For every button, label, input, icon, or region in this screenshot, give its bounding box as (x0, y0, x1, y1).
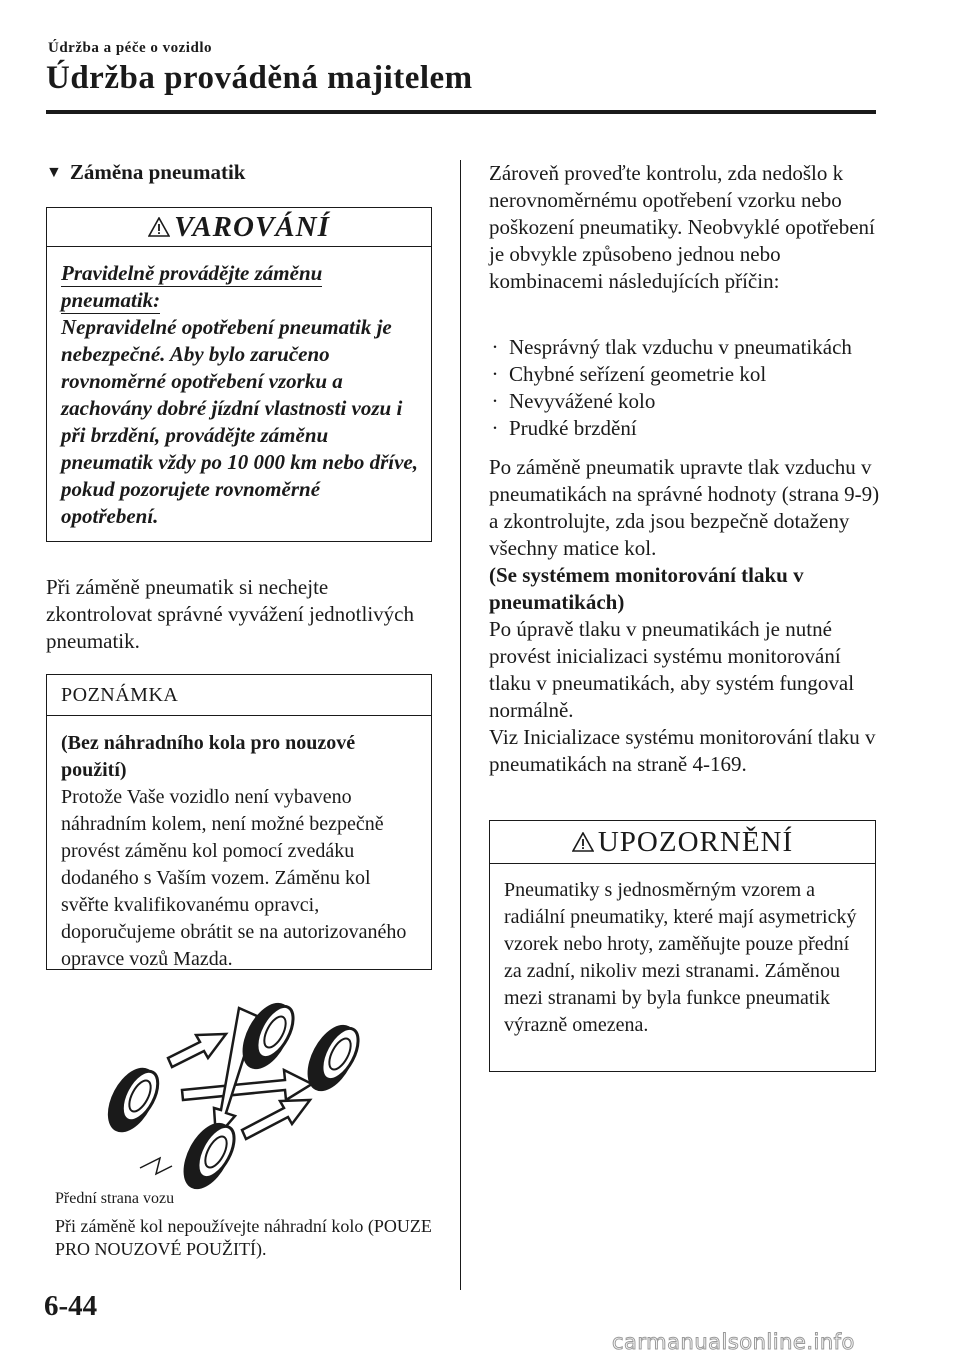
cross-arrow-rear-to-front (182, 1070, 312, 1100)
list-item: · Nevyvážené kolo (489, 388, 884, 415)
caution-icon (572, 832, 594, 852)
warning-box (46, 207, 432, 542)
warning-title: VAROVÁNÍ (174, 210, 330, 243)
list-item: · Nesprávný tlak vzduchu v pneumatikách (489, 334, 884, 361)
warning-text: Nepravidelné opotřebení pneumatik je nebezpečné. Aby bylo zaručeno rovnoměrné opotřebení vzorku a zachovány dobré jízdní vlastnosti vozu i při brzdění, provádějte záměnu pneumatik vždy po 10 000 km nebo dříve, pokud pozorujete rovnoměrné opotřebení. (61, 315, 418, 528)
caution-body: Pneumatiky s jednosměrným vzorem a radiální pneumatiky, které mají asymetrický vzorek nebo hroty, zaměňujte pouze přední za zadní, nikoliv mezi stranami. Záměnou mezi stranami by byla funkce pneumatik výrazně omezena. (504, 879, 857, 1036)
caution-title: UPOZORNĚNÍ (597, 825, 794, 858)
tpms-heading: (Se systémem monitorování tlaku v pneumatikách) (489, 563, 804, 614)
figure-caption: Při záměně kol nepoužívejte náhradní kolo (POUZE PRO NOUZOVÉ POUŽITÍ). (55, 1216, 432, 1259)
warning-header (47, 208, 431, 247)
bullet-icon: · (491, 335, 499, 359)
figure-front-label: Přední strana vozu (55, 1190, 175, 1207)
section-heading (46, 160, 245, 185)
tire-rotation-diagram (100, 998, 400, 1193)
page-number: 6-44 (44, 1290, 98, 1322)
list-item: · Prudké brzdění (489, 415, 884, 442)
watermark: carmanualsonline.info (612, 1330, 855, 1354)
bullet-icon: · (491, 362, 499, 386)
note-body (61, 730, 423, 973)
note-title: POZNÁMKA (61, 683, 179, 706)
breadcrumb: Údržba a péče o vozidlo (48, 40, 212, 56)
bullet-icon: · (491, 389, 499, 413)
tire-rear-right (173, 1115, 242, 1193)
warning-body (61, 260, 421, 530)
note-subheading: (Bez náhradního kola pro nouzové použití) (61, 732, 356, 781)
caution-header (490, 821, 875, 864)
column-divider (460, 160, 461, 1290)
after-rotation-block (489, 454, 884, 778)
inspection-paragraph: Zároveň proveďte kontrolu, zda nedošlo k nerovnoměrnému opotřebení vzorku nebo poškození pneumatiky. Neobvyklé opotřebení je obvykle způsobeno jednou nebo kombinacemi následujících příčin: (489, 161, 875, 293)
warning-icon (148, 217, 170, 237)
note-header (47, 675, 431, 716)
triangle-bullet-icon: ▼ (46, 163, 62, 181)
balance-paragraph: Při záměně pneumatik si nechejte zkontrolovat správné vyvážení jednotlivých pneumatik. (46, 575, 414, 653)
warning-heading-line2: pneumatik: (61, 288, 161, 312)
list-item: · Chybné seřízení geometrie kol (489, 361, 884, 388)
front-pointer-icon (140, 1158, 172, 1174)
tire-rear-left (100, 1060, 166, 1141)
arrow-rear-left-to-front-left (168, 1034, 226, 1067)
title-rule (46, 110, 876, 114)
bullet-icon: · (491, 416, 499, 440)
note-text: Protože Vaše vozidlo není vybaveno náhradním kolem, není možné bezpečně provést záměnu kol pomocí zvedáku dodaného s Vaším vozem. Záměnu kol svěřte kvalifikovanému opravci, doporučujeme obrátit se na autorizovaného opravce vozů Mazda. (61, 786, 407, 970)
caution-box (489, 820, 876, 1072)
tpms-paragraph: Po úpravě tlaku v pneumatikách je nutné provést inicializaci systému monitorování tlaku v pneumatikách, aby systém fungoval normálně. (489, 617, 855, 722)
tpms-reference: Viz Inicializace systému monitorování tlaku v pneumatikách na straně 4-169. (489, 725, 876, 776)
section-heading-text: Záměna pneumatik (69, 160, 246, 184)
after-rotation-paragraph: Po záměně pneumatik upravte tlak vzduchu v pneumatikách na správné hodnoty (strana 9-9) a zkontrolujte, zda jsou bezpečně dotaženy všechny matice kol. (489, 455, 880, 560)
cause-list (489, 334, 884, 442)
page-title: Údržba prováděná majitelem (46, 60, 473, 96)
note-box (46, 674, 432, 970)
arrow-rear-right-to-front-right (242, 1100, 310, 1139)
warning-heading-line1: Pravidelně provádějte záměnu (61, 261, 323, 285)
